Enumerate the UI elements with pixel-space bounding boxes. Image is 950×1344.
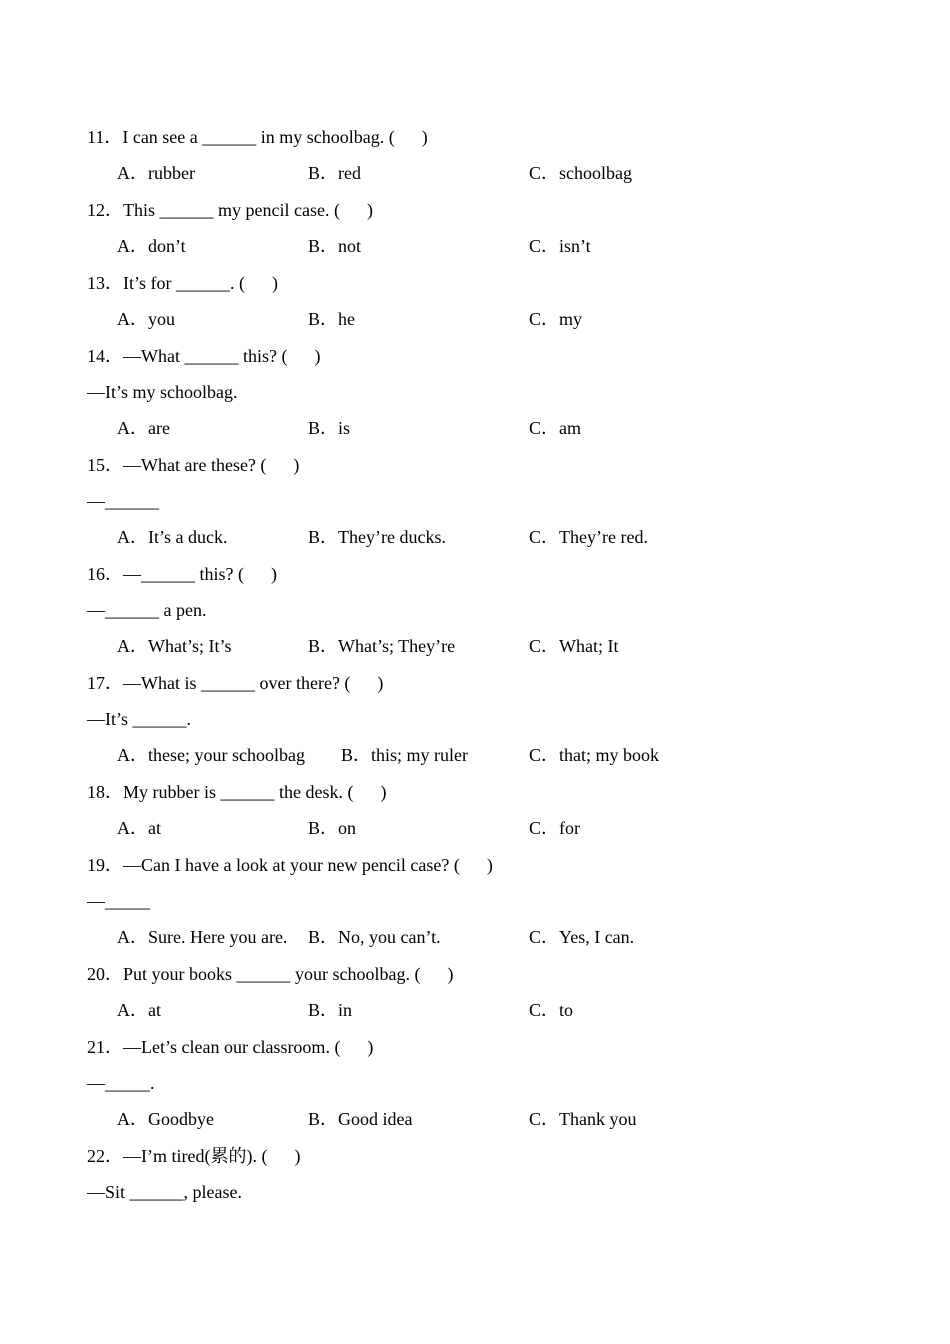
option-b: B．Good idea — [308, 1109, 413, 1129]
option-a: A．What’s; It’s — [117, 636, 232, 656]
question-stem: 18．My rubber is ______ the desk. ( ) — [87, 782, 387, 802]
question-stem: 16．—______ this? ( ) — [87, 564, 277, 584]
option-c: C．Thank you — [529, 1109, 637, 1129]
question-stem: 22．—I’m tired(累的). ( ) — [87, 1146, 301, 1166]
question-stem: 13．It’s for ______. ( ) — [87, 273, 278, 293]
option-b: B．No, you can’t. — [308, 927, 441, 947]
question-stem: 15．—What are these? ( ) — [87, 455, 300, 475]
question-stem: 11．I can see a ______ in my schoolbag. ( ) — [87, 127, 428, 147]
option-a: A．you — [117, 309, 175, 329]
option-b: B．he — [308, 309, 355, 329]
question-reply: —_____. — [87, 1073, 155, 1093]
question-reply: —It’s my schoolbag. — [87, 382, 238, 402]
option-a: A．Goodbye — [117, 1109, 214, 1129]
question-stem: 20．Put your books ______ your schoolbag. ( ) — [87, 964, 454, 984]
option-c: C．that; my book — [529, 745, 659, 765]
option-a: A．at — [117, 818, 161, 838]
option-b: B．in — [308, 1000, 353, 1020]
option-c: C．my — [529, 309, 583, 329]
question-reply: —______ a pen. — [87, 600, 207, 620]
option-c: C．They’re red. — [529, 527, 648, 547]
question-reply: —It’s ______. — [87, 709, 192, 729]
question-stem: 21．—Let’s clean our classroom. ( ) — [87, 1037, 374, 1057]
option-a: A．are — [117, 418, 170, 438]
question-reply: —______ — [87, 491, 159, 511]
question-stem: 19．—Can I have a look at your new pencil case? ( ) — [87, 855, 493, 875]
option-b: B．What’s; They’re — [308, 636, 456, 656]
option-a: A．at — [117, 1000, 161, 1020]
option-c: C．schoolbag — [529, 163, 632, 183]
question-stem: 17．—What is ______ over there? ( ) — [87, 673, 384, 693]
option-a: A．It’s a duck. — [117, 527, 228, 547]
option-b: B．on — [308, 818, 357, 838]
option-c: C．What; It — [529, 636, 619, 656]
option-c: C．am — [529, 418, 581, 438]
option-c: C．Yes, I can. — [529, 927, 635, 947]
option-b: B．is — [308, 418, 351, 438]
option-b: B．not — [308, 236, 362, 256]
option-b: B．this; my ruler — [341, 745, 468, 765]
option-a: A．don’t — [117, 236, 186, 256]
option-c: C．to — [529, 1000, 574, 1020]
option-a: A．rubber — [117, 163, 195, 183]
question-stem: 12．This ______ my pencil case. ( ) — [87, 200, 373, 220]
option-a: A．Sure. Here you are. — [117, 927, 288, 947]
question-stem: 14．—What ______ this? ( ) — [87, 346, 321, 366]
option-c: C．isn’t — [529, 236, 591, 256]
option-b: B．red — [308, 163, 361, 183]
option-a: A．these; your schoolbag — [117, 745, 305, 765]
option-c: C．for — [529, 818, 580, 838]
option-b: B．They’re ducks. — [308, 527, 446, 547]
question-reply: —Sit ______, please. — [87, 1182, 242, 1202]
question-reply: —_____ — [87, 891, 150, 911]
